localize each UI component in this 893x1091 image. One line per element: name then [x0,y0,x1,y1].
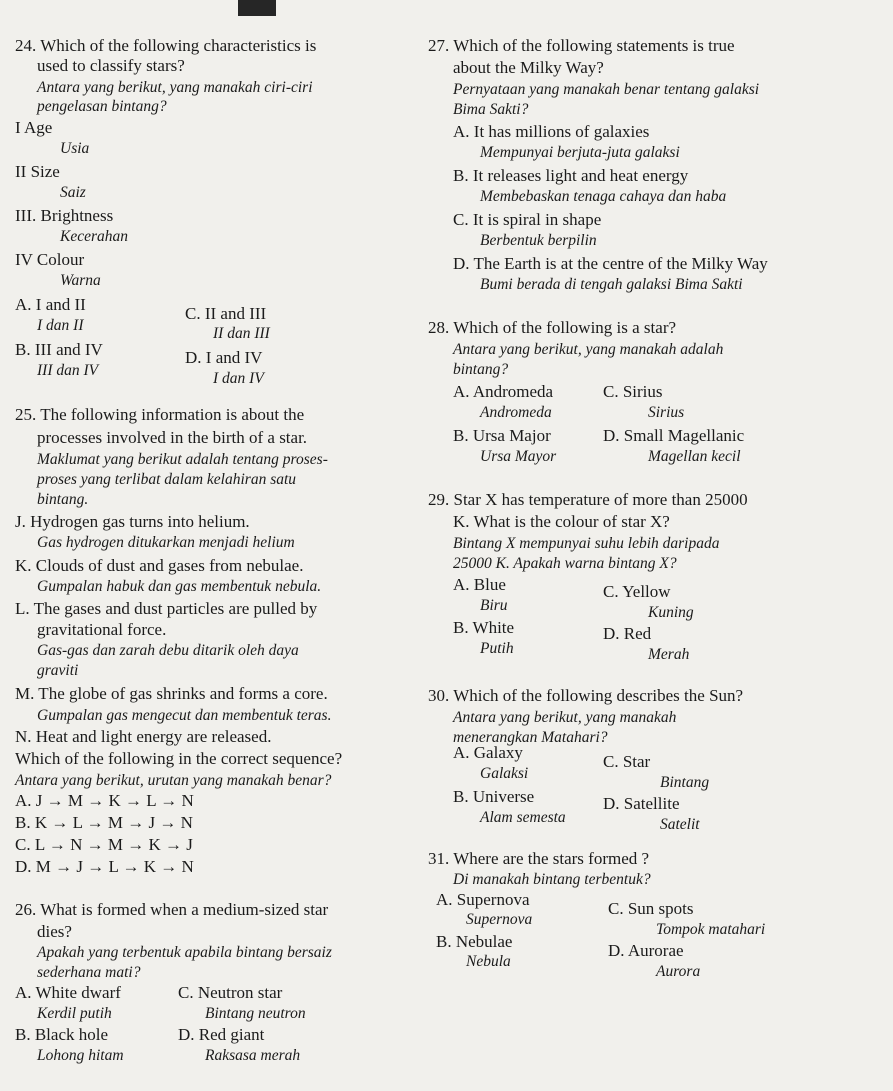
q31-option-d[interactable]: D. Aurorae [608,941,684,960]
q25-step-m: M. The globe of gas shrinks and forms a core. [15,684,328,703]
q26-option-c[interactable]: C. Neutron star [178,983,283,1002]
q26-option-d[interactable]: D. Red giant [178,1025,265,1044]
q27-option-a[interactable]: A. It has millions of galaxies [453,122,650,141]
q25-step-j: J. Hydrogen gas turns into helium. [15,512,250,531]
q26-stem-ms-line-2: sederhana mati? [37,964,141,981]
q30-option-d[interactable]: D. Satellite [603,794,680,813]
q31-stem-ms-line-1: Di manakah bintang terbentuk? [453,871,651,888]
q24-option-a-ms: I dan II [37,317,84,334]
q29-stem-ms-line-2: 25000 K. Apakah warna bintang X? [453,555,677,572]
q25-stem-line-2: processes involved in the birth of a star. [37,428,308,447]
q24-item-2: II Size [15,162,60,181]
q26-stem-line-1: 26. What is formed when a medium-sized star [15,900,329,919]
q27-option-d-ms: Bumi berada di tengah galaksi Bima Sakti [480,276,743,293]
q28-option-d[interactable]: D. Small Magellanic [603,426,745,445]
q28-option-c[interactable]: C. Sirius [603,382,663,401]
q25-option-c[interactable]: C. L → N → M → K → J [15,835,193,854]
q25-question-ms: Antara yang berikut, urutan yang manakah benar? [15,772,332,789]
q25-step-j-ms: Gas hydrogen ditukarkan menjadi helium [37,534,295,551]
q31-option-b-ms: Nebula [466,953,511,970]
q24-item-4: IV Colour [15,250,85,269]
q25-option-d[interactable]: D. M → J → L → K → N [15,857,194,876]
q30-option-a-ms: Galaksi [480,765,529,782]
q28-option-b[interactable]: B. Ursa Major [453,426,551,445]
q25-option-a[interactable]: A. J → M → K → L → N [15,791,194,810]
q31-option-a[interactable]: A. Supernova [436,890,530,909]
q27-option-c[interactable]: C. It is spiral in shape [453,210,602,229]
q24-stem-line-1: 24. Which of the following characteristics is [15,36,317,55]
q26-stem-line-2: dies? [37,922,72,941]
q27-option-a-ms: Mempunyai berjuta-juta galaksi [480,144,680,161]
q29-option-d-ms: Merah [648,646,690,663]
q25-step-l-ms-line-1: Gas-gas dan zarah debu ditarik oleh daya [37,642,299,659]
q28-option-b-ms: Ursa Mayor [480,448,557,465]
q29-option-b[interactable]: B. White [453,618,515,637]
q26-option-a-ms: Kerdil putih [37,1005,112,1022]
q24-option-a[interactable]: A. I and II [15,295,86,314]
q31-option-c-ms: Tompok matahari [656,921,766,938]
q31-option-b[interactable]: B. Nebulae [436,932,513,951]
q30-option-a[interactable]: A. Galaxy [453,743,523,762]
q24-item-1: I Age [15,118,53,137]
q27-option-d[interactable]: D. The Earth is at the centre of the Milky Way [453,254,768,273]
q29-stem-line-2: K. What is the colour of star X? [453,512,670,531]
q29-option-d[interactable]: D. Red [603,624,652,643]
q29-option-a[interactable]: A. Blue [453,575,506,594]
q30-stem-ms-line-2: menerangkan Matahari? [453,729,608,746]
q25-stem-line-1: 25. The following information is about the [15,405,305,424]
q31-option-c[interactable]: C. Sun spots [608,899,694,918]
q24-item-3: III. Brightness [15,206,114,225]
q26-option-c-ms: Bintang neutron [205,1005,306,1022]
q30-stem-line-1: 30. Which of the following describes the Sun? [428,686,744,705]
q30-option-c-ms: Bintang [660,774,710,791]
q24-stem-ms-line-2: pengelasan bintang? [37,98,167,115]
q25-step-l-line-2: gravitational force. [37,620,167,639]
q31-option-d-ms: Aurora [656,963,701,980]
q25-question: Which of the following in the correct sequence? [15,749,343,768]
q27-stem-ms-line-2: Bima Sakti? [453,101,529,118]
q25-step-m-ms: Gumpalan gas mengecut dan membentuk teras. [37,707,332,724]
q24-option-b[interactable]: B. III and IV [15,340,103,359]
q24-item-2-ms: Saiz [60,184,86,201]
q30-option-b[interactable]: B. Universe [453,787,535,806]
q26-option-b[interactable]: B. Black hole [15,1025,109,1044]
q25-option-b[interactable]: B. K → L → M → J → N [15,813,193,832]
q25-step-n: N. Heat and light energy are released. [15,727,272,746]
q24-stem-line-2: used to classify stars? [37,56,185,75]
page-top-edge-bar [238,0,276,16]
q28-option-a[interactable]: A. Andromeda [453,382,554,401]
q24-option-c[interactable]: C. II and III [185,304,267,323]
q25-stem-ms-line-3: bintang. [37,491,89,508]
q25-step-k-ms: Gumpalan habuk dan gas membentuk nebula. [37,578,322,595]
q25-step-l: L. The gases and dust particles are pulled by [15,599,318,618]
q26-option-d-ms: Raksasa merah [205,1047,301,1064]
q29-stem-ms-line-1: Bintang X mempunyai suhu lebih daripada [453,535,720,552]
q26-option-b-ms: Lohong hitam [37,1047,124,1064]
q30-stem-ms-line-1: Antara yang berikut, yang manakah [453,709,677,726]
q24-item-4-ms: Warna [60,272,101,289]
q29-stem-line-1: 29. Star X has temperature of more than 25000 [428,490,748,509]
q28-option-c-ms: Sirius [648,404,685,421]
q31-option-a-ms: Supernova [466,911,533,928]
q27-stem-line-1: 27. Which of the following statements is true [428,36,735,55]
q29-option-c[interactable]: C. Yellow [603,582,671,601]
q28-stem-line-1: 28. Which of the following is a star? [428,318,677,337]
q24-item-3-ms: Kecerahan [60,228,129,245]
q27-option-b-ms: Membebaskan tenaga cahaya dan haba [480,188,727,205]
q28-stem-ms-line-2: bintang? [453,361,509,378]
q28-option-a-ms: Andromeda [480,404,552,421]
q25-step-k: K. Clouds of dust and gases from nebulae. [15,556,304,575]
q28-option-d-ms: Magellan kecil [648,448,741,465]
q27-stem-ms-line-1: Pernyataan yang manakah benar tentang galaksi [453,81,760,98]
q24-option-d[interactable]: D. I and IV [185,348,263,367]
q24-option-c-ms: II dan III [213,325,270,342]
q25-stem-ms-line-1: Maklumat yang berikut adalah tentang proses- [37,451,328,468]
q24-item-1-ms: Usia [60,140,90,157]
q24-option-b-ms: III dan IV [37,362,99,379]
q29-option-c-ms: Kuning [648,604,694,621]
q31-stem-line-1: 31. Where are the stars formed ? [428,849,650,868]
q27-stem-line-2: about the Milky Way? [453,58,604,77]
q26-option-a[interactable]: A. White dwarf [15,983,121,1002]
q30-option-d-ms: Satelit [660,816,700,833]
q25-step-l-ms-line-2: graviti [37,662,79,679]
q26-stem-ms-line-1: Apakah yang terbentuk apabila bintang bersaiz [37,944,332,961]
q27-option-c-ms: Berbentuk berpilin [480,232,597,249]
q29-option-a-ms: Biru [480,597,508,614]
q24-stem-ms-line-1: Antara yang berikut, yang manakah ciri-ciri [37,79,313,96]
q29-option-b-ms: Putih [480,640,514,657]
q25-stem-ms-line-2: proses yang terlibat dalam kelahiran satu [37,471,297,488]
q30-option-b-ms: Alam semesta [480,809,566,826]
q27-option-b[interactable]: B. It releases light and heat energy [453,166,689,185]
q28-stem-ms-line-1: Antara yang berikut, yang manakah adalah [453,341,724,358]
q30-option-c[interactable]: C. Star [603,752,651,771]
q24-option-d-ms: I dan IV [213,370,264,387]
